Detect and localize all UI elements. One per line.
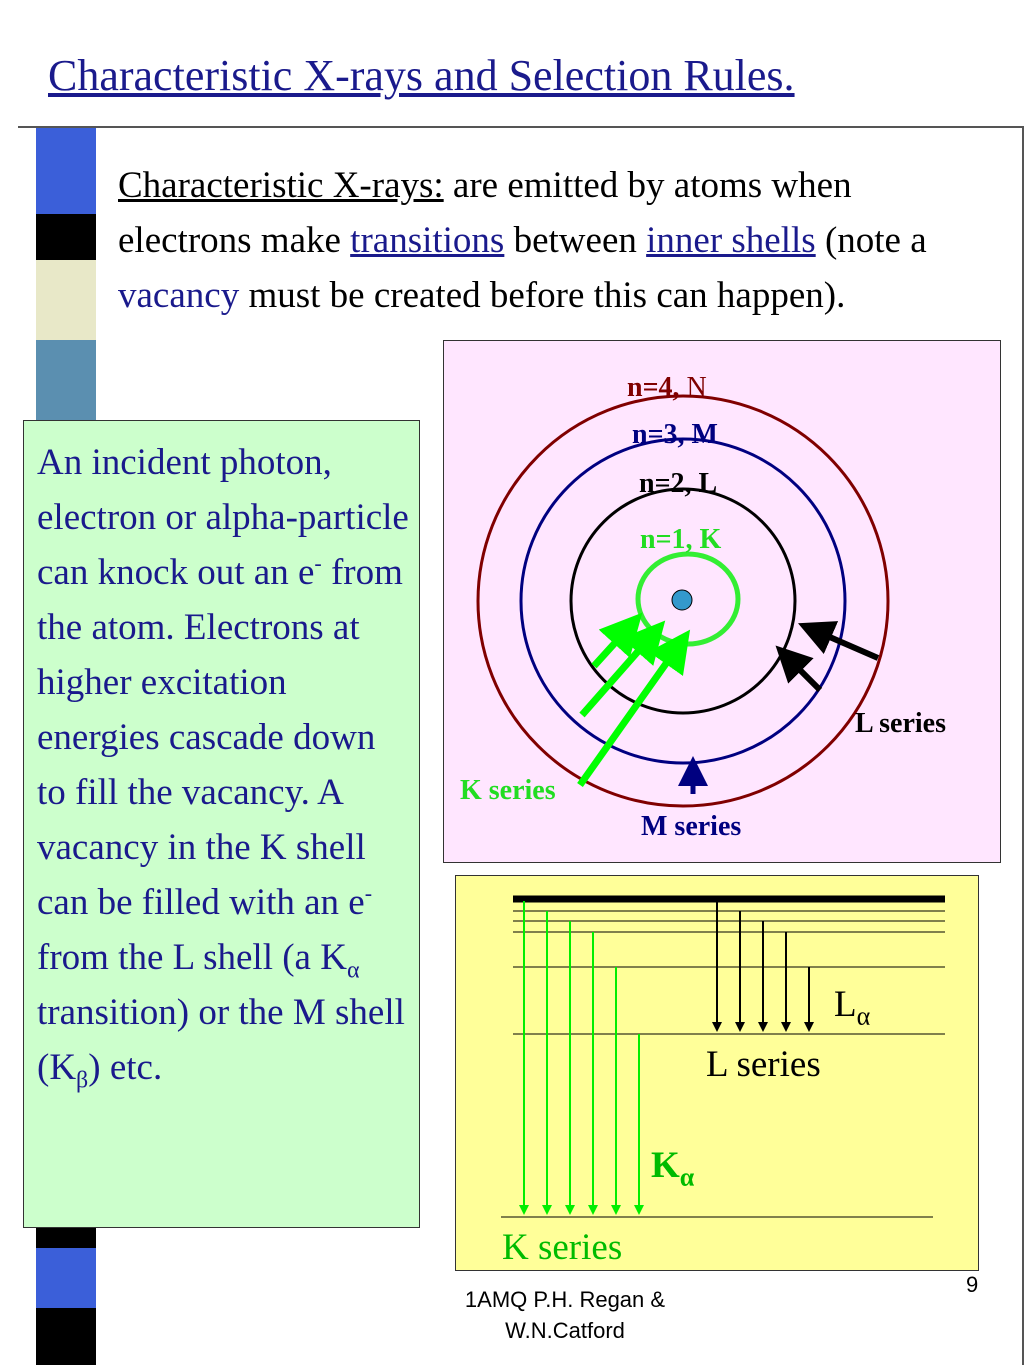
level-l-series-label: L series (706, 1044, 821, 1085)
shell-label-n1: n=1, K (640, 524, 722, 555)
l-series-arrow (784, 654, 820, 690)
sidebar-stripe (36, 214, 96, 260)
explanation-text: from the atom. Electrons at higher excitation energies cascade down to fill the vacancy. A vacancy in the K shell can be filled with an e (37, 552, 403, 923)
sidebar-stripe (36, 340, 96, 420)
shell-label-n3: n=3, M (632, 419, 718, 450)
l-series-arrow (809, 628, 878, 658)
superscript: - (364, 880, 373, 906)
explanation-text: from the L shell (a K (37, 937, 347, 978)
intro-text: between (504, 220, 647, 261)
page-number: 9 (966, 1272, 979, 1297)
intro-text: must be created before this can happen). (239, 275, 846, 316)
explanation-text: ) etc. (88, 1047, 163, 1088)
k-alpha-main: K (651, 1145, 680, 1186)
sidebar-stripe (36, 1228, 96, 1248)
l-series-label: L series (855, 708, 946, 739)
level-diagram (455, 875, 979, 1271)
intro-paragraph (118, 158, 988, 323)
intro-text: are emitted by atoms when electrons make (118, 165, 852, 261)
shell-label-n4-prefix: n=4, (627, 372, 680, 403)
term-characteristic-xrays: Characteristic X-rays: (118, 165, 444, 206)
footer-line: 1AMQ P.H. Regan & (464, 1287, 666, 1312)
vacancy-highlight: vacancy (118, 275, 240, 316)
l-alpha-main: L (834, 984, 857, 1025)
footer-line: W.N.Catford (505, 1318, 625, 1343)
sidebar-stripe (36, 260, 96, 340)
shell-label-n2: n=2, L (639, 468, 718, 499)
nucleus-icon (672, 590, 692, 610)
link-inner-shells[interactable]: inner shells (646, 220, 816, 261)
slide-footer (430, 1284, 700, 1346)
explanation-box (23, 420, 420, 1228)
superscript: - (314, 550, 322, 576)
frame-top-line (18, 126, 1024, 128)
subscript: α (346, 957, 360, 984)
subscript: β (76, 1067, 89, 1094)
slide-title: Characteristic X-rays and Selection Rules. (48, 51, 795, 100)
shell-label-n4 (627, 372, 707, 404)
sidebar-stripe (36, 1308, 96, 1365)
shell-diagram (443, 340, 1001, 863)
k-series-label: K series (460, 775, 556, 806)
shell-label-n4-letter: N (679, 372, 707, 403)
l-alpha-label (834, 983, 870, 1031)
explanation-text: An incident photon, electron or alpha-particle can knock out an e (37, 442, 409, 593)
sidebar-stripe (36, 128, 96, 214)
level-k-series-label: K series (502, 1227, 623, 1268)
m-series-label: M series (641, 811, 742, 842)
link-transitions[interactable]: transitions (350, 220, 505, 261)
sidebar-stripe (36, 1248, 96, 1308)
l-alpha-sub: α (856, 1001, 871, 1031)
explanation-text: transition) or the M shell (K (37, 992, 405, 1088)
k-alpha-label (651, 1144, 694, 1192)
k-alpha-sub: α (679, 1162, 695, 1192)
intro-text: (note a (815, 220, 927, 261)
